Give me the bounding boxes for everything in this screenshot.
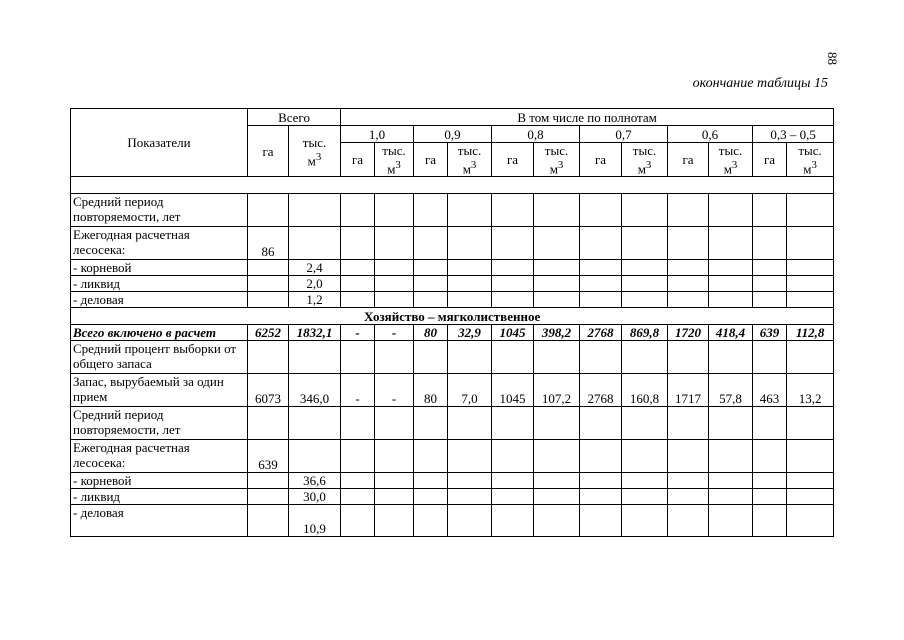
- row-label: - корневой: [71, 473, 248, 489]
- row-label: Ежегодная расчетная лесосека:: [71, 227, 248, 260]
- cell-value: 1720: [668, 325, 709, 341]
- cell-value: [709, 194, 753, 227]
- cell-value: [248, 489, 289, 505]
- header-unit-ha: га: [341, 143, 375, 177]
- cell-value: 36,6: [289, 473, 341, 489]
- cell-value: [668, 473, 709, 489]
- cell-value: [753, 292, 787, 308]
- cell-value: [709, 292, 753, 308]
- cell-value: [414, 341, 448, 374]
- cell-value: -: [341, 374, 375, 407]
- cell-value: [248, 260, 289, 276]
- cell-value: [534, 194, 580, 227]
- cell-value: [448, 341, 492, 374]
- cell-value: 398,2: [534, 325, 580, 341]
- cell-value: [414, 440, 448, 473]
- cell-value: 1832,1: [289, 325, 341, 341]
- cell-value: 107,2: [534, 374, 580, 407]
- cell-value: [534, 440, 580, 473]
- cell-value: [248, 194, 289, 227]
- cell-value: 160,8: [622, 374, 668, 407]
- cell-value: 1717: [668, 374, 709, 407]
- cell-value: [448, 292, 492, 308]
- cell-value: [492, 341, 534, 374]
- header-unit-ha: га: [492, 143, 534, 177]
- cell-value: [787, 505, 834, 537]
- cell-value: [787, 440, 834, 473]
- cell-value: [668, 341, 709, 374]
- cell-value: [534, 489, 580, 505]
- header-density: 0,7: [580, 126, 668, 143]
- cell-value: 1,2: [289, 292, 341, 308]
- cell-value: -: [375, 374, 414, 407]
- cell-value: -: [341, 325, 375, 341]
- table-row: [71, 227, 834, 260]
- header-incl: В том числе по полнотам: [341, 109, 834, 126]
- row-label: - ликвид: [71, 276, 248, 292]
- cell-value: [580, 440, 622, 473]
- cell-value: 32,9: [448, 325, 492, 341]
- cell-value: [787, 341, 834, 374]
- header-indicators: Показатели: [71, 109, 248, 177]
- cell-value: [414, 473, 448, 489]
- cell-value: [668, 276, 709, 292]
- cell-value: [622, 505, 668, 537]
- cell-value: [753, 341, 787, 374]
- table-row: [71, 374, 834, 407]
- cell-value: [622, 276, 668, 292]
- header-unit-ha: га: [753, 143, 787, 177]
- cell-value: [668, 407, 709, 440]
- cell-value: [753, 260, 787, 276]
- table-row: [71, 341, 834, 374]
- cell-value: [248, 292, 289, 308]
- cell-value: [753, 276, 787, 292]
- table-row: [71, 489, 834, 505]
- cell-value: [622, 292, 668, 308]
- table-row: [71, 194, 834, 227]
- cell-value: [580, 505, 622, 537]
- cell-value: [534, 260, 580, 276]
- row-label: Средний период повторяемости, лет: [71, 407, 248, 440]
- cell-value: [341, 440, 375, 473]
- header-density: 0,9: [414, 126, 492, 143]
- cell-value: [534, 276, 580, 292]
- cell-value: [341, 505, 375, 537]
- cell-value: [414, 227, 448, 260]
- cell-value: [375, 473, 414, 489]
- cell-value: [448, 407, 492, 440]
- table-row: [71, 276, 834, 292]
- cell-value: [580, 489, 622, 505]
- table-row: [71, 440, 834, 473]
- cell-value: [787, 407, 834, 440]
- cell-value: [492, 276, 534, 292]
- spacer-cell: [71, 177, 834, 194]
- cell-value: 2768: [580, 325, 622, 341]
- cell-value: [709, 260, 753, 276]
- cell-value: [375, 505, 414, 537]
- row-label: - деловая: [71, 505, 248, 537]
- cell-value: [341, 489, 375, 505]
- header-density: 1,0: [341, 126, 414, 143]
- cell-value: [622, 227, 668, 260]
- cell-value: 6073: [248, 374, 289, 407]
- cell-value: [668, 227, 709, 260]
- cell-value: [753, 227, 787, 260]
- cell-value: [248, 407, 289, 440]
- cell-value: 639: [753, 325, 787, 341]
- cell-value: 80: [414, 325, 448, 341]
- table-row: [71, 260, 834, 276]
- cell-value: [580, 260, 622, 276]
- cell-value: [787, 473, 834, 489]
- cell-value: [448, 489, 492, 505]
- cell-value: -: [375, 325, 414, 341]
- cell-value: [787, 276, 834, 292]
- data-table: [70, 108, 834, 537]
- cell-value: [580, 194, 622, 227]
- cell-value: [341, 227, 375, 260]
- cell-value: [492, 489, 534, 505]
- row-label: Средний период повторяемости, лет: [71, 194, 248, 227]
- cell-value: [534, 473, 580, 489]
- header-unit-ths-m3: тыс. $м^3$: [622, 143, 668, 177]
- cell-value: [709, 489, 753, 505]
- cell-value: 2,0: [289, 276, 341, 292]
- cell-value: [341, 292, 375, 308]
- cell-value: [414, 407, 448, 440]
- cell-value: [448, 227, 492, 260]
- cell-value: [580, 473, 622, 489]
- cell-value: 30,0: [289, 489, 341, 505]
- cell-value: [668, 440, 709, 473]
- cell-value: [448, 276, 492, 292]
- cell-value: [580, 407, 622, 440]
- row-label: - ликвид: [71, 489, 248, 505]
- cell-value: [534, 505, 580, 537]
- header-density: 0,3 – 0,5: [753, 126, 834, 143]
- row-label: - корневой: [71, 260, 248, 276]
- table-caption: окончание таблицы 15: [692, 76, 828, 91]
- cell-value: [622, 194, 668, 227]
- section-title: Хозяйство – мягколиственное: [71, 308, 834, 325]
- cell-value: 112,8: [787, 325, 834, 341]
- cell-value: [414, 489, 448, 505]
- header-unit-ths-m3: тыс. $м^3$: [709, 143, 753, 177]
- cell-value: [375, 292, 414, 308]
- row-label: Ежегодная расчетная лесосека:: [71, 440, 248, 473]
- header-unit-ths-m3: тыс. $м^3$: [787, 143, 834, 177]
- cell-value: [448, 194, 492, 227]
- cell-value: 1045: [492, 374, 534, 407]
- row-label: Запас, вырубаемый за один прием: [71, 374, 248, 407]
- cell-value: [753, 440, 787, 473]
- cell-value: 2768: [580, 374, 622, 407]
- cell-value: [492, 260, 534, 276]
- cell-value: [375, 194, 414, 227]
- cell-value: [414, 260, 448, 276]
- header-total-ha: га: [248, 126, 289, 177]
- cell-value: [580, 227, 622, 260]
- cell-value: [668, 260, 709, 276]
- cell-value: [753, 473, 787, 489]
- cell-value: 639: [248, 440, 289, 473]
- cell-value: [248, 341, 289, 374]
- cell-value: [492, 227, 534, 260]
- page-number: 88: [825, 52, 840, 65]
- table-row: [71, 505, 834, 537]
- cell-value: [414, 292, 448, 308]
- cell-value: [492, 440, 534, 473]
- cell-value: [248, 505, 289, 537]
- cell-value: [375, 489, 414, 505]
- cell-value: [534, 407, 580, 440]
- row-label: Всего включено в расчет: [71, 325, 248, 341]
- header-unit-ths-m3: тыс. $м^3$: [534, 143, 580, 177]
- cell-value: [668, 489, 709, 505]
- cell-value: [248, 473, 289, 489]
- cell-value: 80: [414, 374, 448, 407]
- cell-value: [492, 407, 534, 440]
- cell-value: [668, 194, 709, 227]
- cell-value: [448, 505, 492, 537]
- cell-value: 418,4: [709, 325, 753, 341]
- cell-value: [289, 407, 341, 440]
- cell-value: [580, 292, 622, 308]
- cell-value: [414, 276, 448, 292]
- cell-value: [341, 276, 375, 292]
- cell-value: [414, 505, 448, 537]
- cell-value: [787, 227, 834, 260]
- cell-value: [622, 260, 668, 276]
- cell-value: [622, 341, 668, 374]
- section-row: [71, 308, 834, 325]
- cell-value: [492, 194, 534, 227]
- cell-value: [709, 440, 753, 473]
- cell-value: [248, 276, 289, 292]
- cell-value: [787, 292, 834, 308]
- cell-value: [787, 489, 834, 505]
- header-density: 0,6: [668, 126, 753, 143]
- cell-value: [289, 194, 341, 227]
- cell-value: 10,9: [289, 505, 341, 537]
- table-row: [71, 325, 834, 341]
- table-row: [71, 177, 834, 194]
- cell-value: [709, 407, 753, 440]
- header-unit-ha: га: [668, 143, 709, 177]
- cell-value: [580, 341, 622, 374]
- cell-value: [534, 341, 580, 374]
- cell-value: 7,0: [448, 374, 492, 407]
- cell-value: [753, 194, 787, 227]
- header-unit-ths-m3: тыс. $м^3$: [448, 143, 492, 177]
- cell-value: [492, 505, 534, 537]
- table-row: [71, 292, 834, 308]
- cell-value: [448, 440, 492, 473]
- cell-value: [289, 440, 341, 473]
- cell-value: [622, 407, 668, 440]
- cell-value: [375, 276, 414, 292]
- cell-value: [375, 407, 414, 440]
- cell-value: [709, 227, 753, 260]
- cell-value: [448, 260, 492, 276]
- cell-value: [709, 505, 753, 537]
- cell-value: [668, 292, 709, 308]
- cell-value: [622, 473, 668, 489]
- cell-value: [787, 260, 834, 276]
- cell-value: [375, 260, 414, 276]
- cell-value: [492, 292, 534, 308]
- cell-value: [753, 489, 787, 505]
- cell-value: [534, 292, 580, 308]
- cell-value: [492, 473, 534, 489]
- cell-value: [787, 194, 834, 227]
- cell-value: [709, 473, 753, 489]
- cell-value: 57,8: [709, 374, 753, 407]
- cell-value: [622, 440, 668, 473]
- cell-value: [375, 341, 414, 374]
- header-unit-ths-m3: тыс. $м^3$: [375, 143, 414, 177]
- cell-value: [753, 407, 787, 440]
- cell-value: [534, 227, 580, 260]
- cell-value: [375, 440, 414, 473]
- cell-value: [753, 505, 787, 537]
- cell-value: [668, 505, 709, 537]
- header-unit-ha: га: [414, 143, 448, 177]
- cell-value: [289, 341, 341, 374]
- cell-value: [375, 227, 414, 260]
- cell-value: [709, 341, 753, 374]
- cell-value: 2,4: [289, 260, 341, 276]
- cell-value: 1045: [492, 325, 534, 341]
- cell-value: 6252: [248, 325, 289, 341]
- cell-value: [341, 260, 375, 276]
- header-total: Всего: [248, 109, 341, 126]
- table-row: [71, 407, 834, 440]
- cell-value: [580, 276, 622, 292]
- row-label: - деловая: [71, 292, 248, 308]
- row-label: Средний процент выборки от общего запаса: [71, 341, 248, 374]
- cell-value: [414, 194, 448, 227]
- cell-value: [341, 473, 375, 489]
- cell-value: [341, 407, 375, 440]
- cell-value: 13,2: [787, 374, 834, 407]
- cell-value: 346,0: [289, 374, 341, 407]
- cell-value: 463: [753, 374, 787, 407]
- cell-value: [341, 194, 375, 227]
- header-density: 0,8: [492, 126, 580, 143]
- cell-value: [709, 276, 753, 292]
- header-total-ths: тыс. $м^3$: [289, 126, 341, 177]
- cell-value: 86: [248, 227, 289, 260]
- cell-value: [448, 473, 492, 489]
- cell-value: [289, 227, 341, 260]
- cell-value: 869,8: [622, 325, 668, 341]
- table-row: [71, 473, 834, 489]
- header-unit-ha: га: [580, 143, 622, 177]
- cell-value: [622, 489, 668, 505]
- cell-value: [341, 341, 375, 374]
